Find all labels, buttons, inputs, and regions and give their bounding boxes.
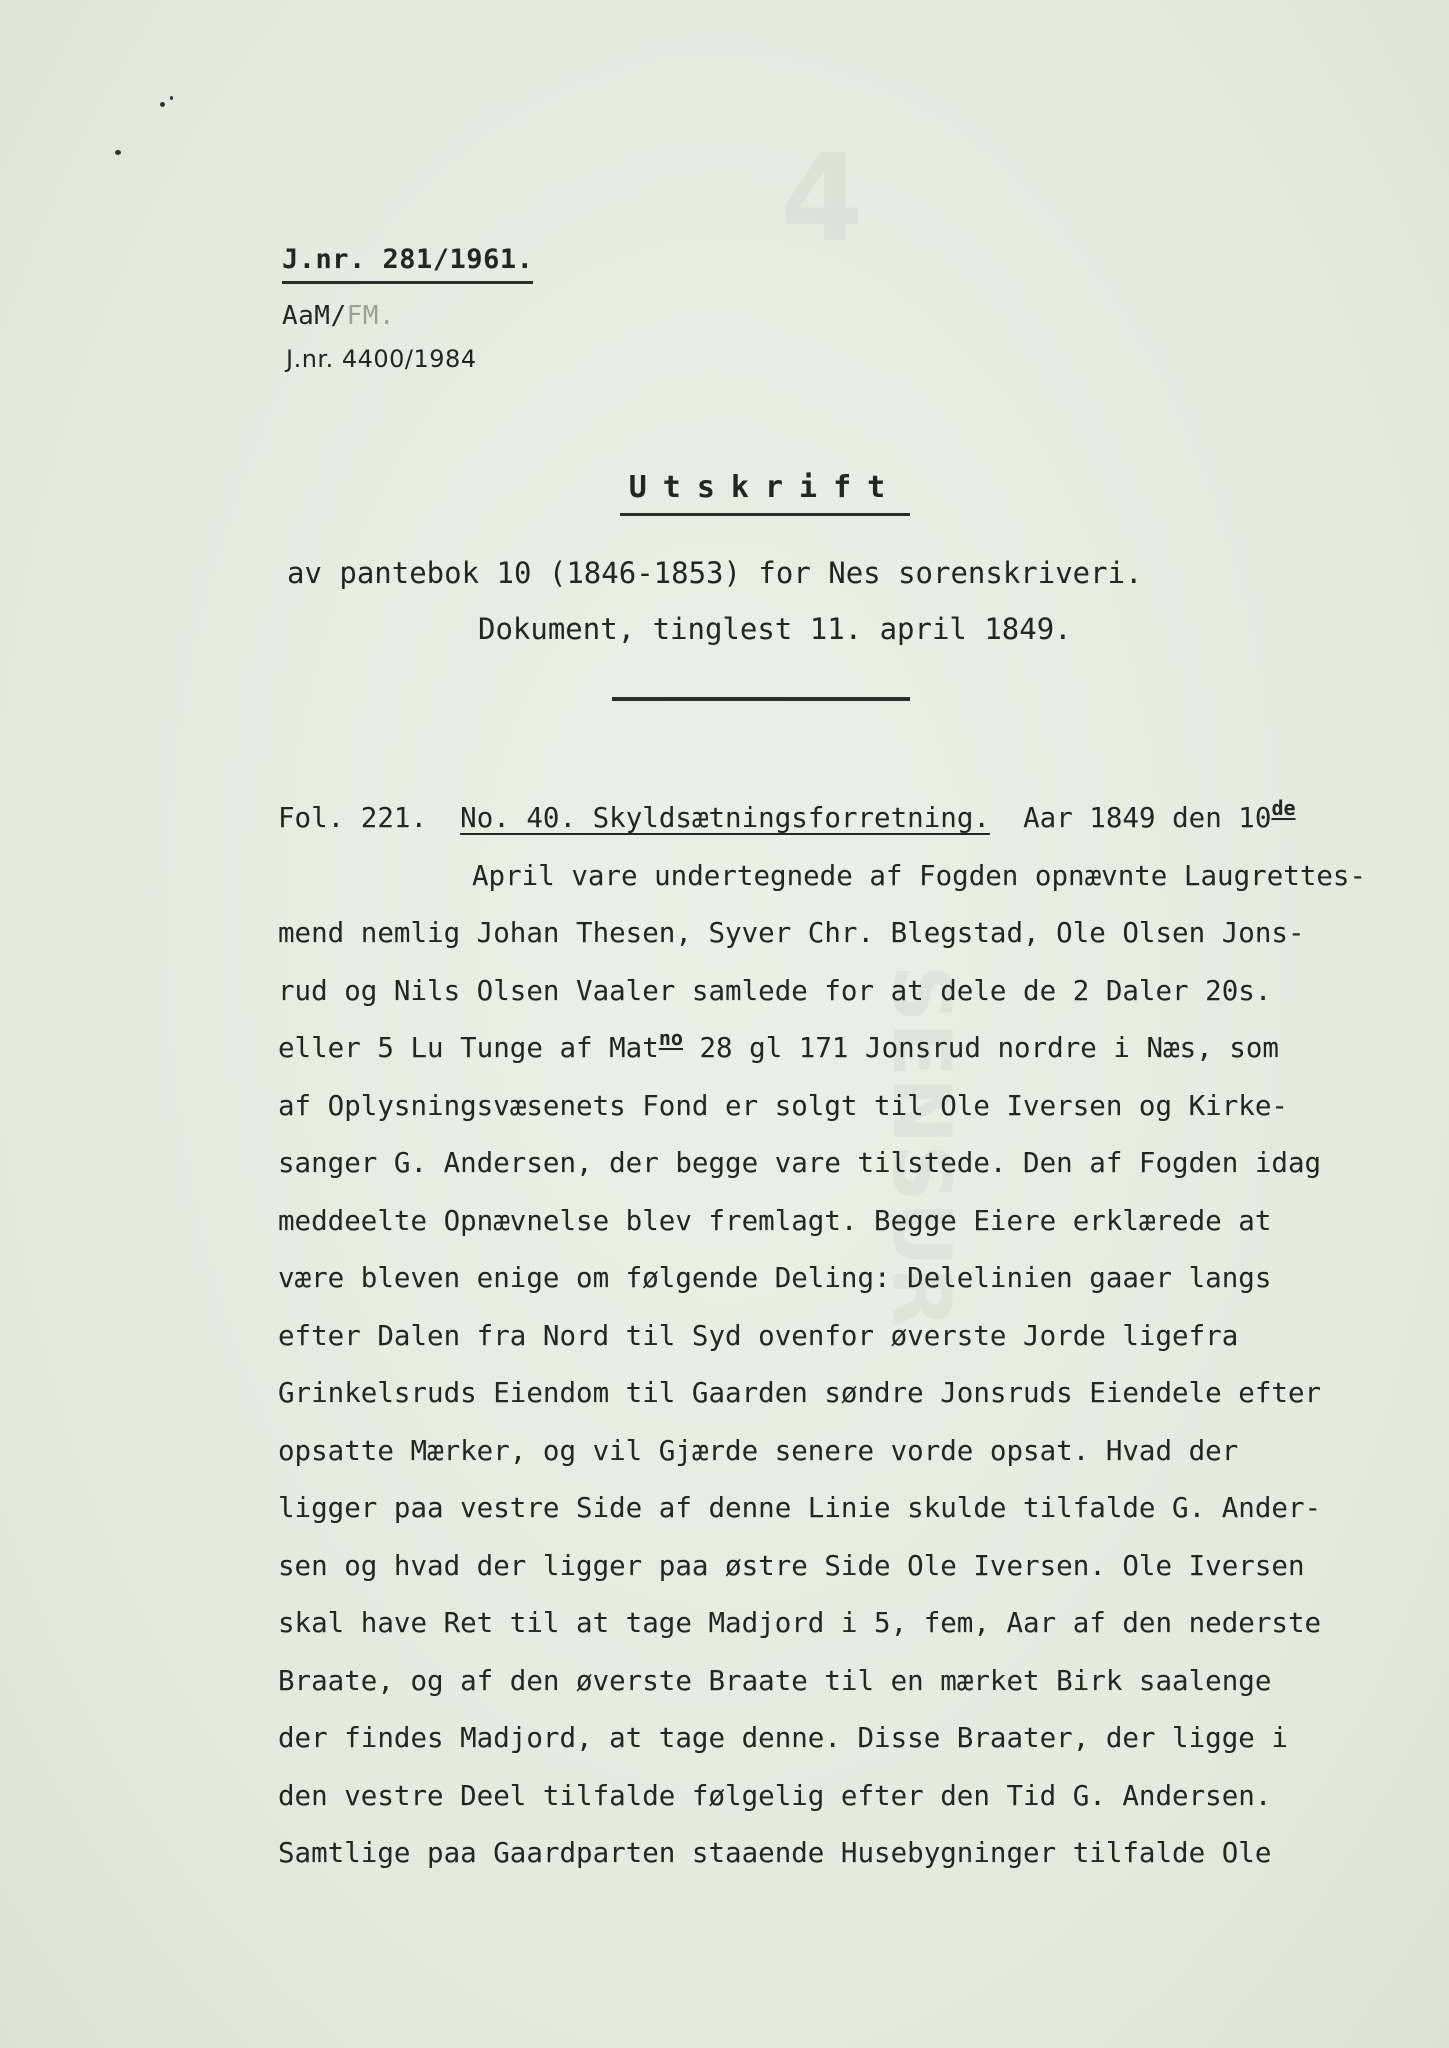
body-line: rud og Nils Olsen Vaaler samlede for at dele de 2 Daler 20s. [278,974,1272,1007]
body-line: skal have Ret til at tage Madjord i 5, fem, Aar af den nederste [278,1607,1322,1639]
body-line: Braate, og af den øverste Braate til en mærket Birk saalenge [278,1664,1272,1697]
document-title: Utskrift [620,470,910,516]
body-line: Grinkelsruds Eiendom til Gaarden søndre Jonsruds Eiendele efter [278,1377,1322,1409]
body-line: meddeelte Opnævnelse blev fremlagt. Begge Eiere erklærede at [278,1204,1272,1237]
subtitle-line-1: av pantebok 10 (1846-1853) for Nes sorenskriveri. [287,556,1143,590]
body-text-segment: 28 gl 171 Jonsrud nordre i Næs, som [682,1032,1279,1064]
superscript: de [1271,796,1296,820]
faded-watermark: 4 [780,130,864,269]
body-line: den vestre Deel tilfalde følgelig efter den Tid G. Andersen. [278,1779,1272,1812]
body-line: mend nemlig Johan Thesen, Syver Chr. Blegstad, Ole Olsen Jons- [278,917,1305,949]
body-line [278,1020,1408,1078]
body-line: Samtlige paa Gaardparten staaende Husebygninger tilfalde Ole [278,1837,1272,1869]
body-line: efter Dalen fra Nord til Syd ovenfor øverste Jorde ligefra [278,1319,1239,1352]
body-line [278,790,1408,848]
document-body [278,790,1408,1883]
document-heading: No. 40. Skyldsætningsforretning. [460,802,990,834]
body-line: være bleven enige om følgende Deling: Delelinien gaaer langs [278,1262,1272,1294]
journal-number: J.nr. 281/1961. [282,244,533,284]
body-line: ligger paa vestre Side af denne Linie skulde tilfalde G. Ander- [278,1492,1322,1524]
body-line: sanger G. Andersen, der begge vare tilstede. Den af Fogden idag [278,1147,1322,1179]
body-text-segment: Aar 1849 den 10 [1023,802,1272,834]
initials-faded: FM. [346,301,396,331]
faded-watermark: SENSUR [875,964,969,1329]
margin-speck [115,150,121,155]
case-initials [282,301,395,331]
folio-reference: Fol. 221. [278,802,428,834]
superscript: no [658,1026,683,1050]
margin-speck [160,102,165,107]
initials-main: AaM/ [282,301,347,331]
body-text-segment: eller 5 Lu Tunge af Mat [278,1032,659,1064]
body-line: April vare undertegnede af Fogden opnævnte Laugrettes- [472,859,1367,892]
subtitle-line-2: Dokument, tinglest 11. april 1849. [478,612,1072,646]
margin-speck [170,96,173,100]
body-line: der findes Madjord, at tage denne. Disse Braater, der ligge i [278,1722,1288,1754]
journal-number-2: J.nr. 4400/1984 [286,345,477,373]
body-line: af Oplysningsvæsenets Fond er solgt til Ole Iversen og Kirke- [278,1089,1288,1122]
body-line: sen og hvad der ligger paa østre Side Ole Iversen. Ole Iversen [278,1549,1305,1582]
section-divider [612,697,910,701]
body-line: opsatte Mærker, og vil Gjærde senere vorde opsat. Hvad der [278,1434,1239,1467]
